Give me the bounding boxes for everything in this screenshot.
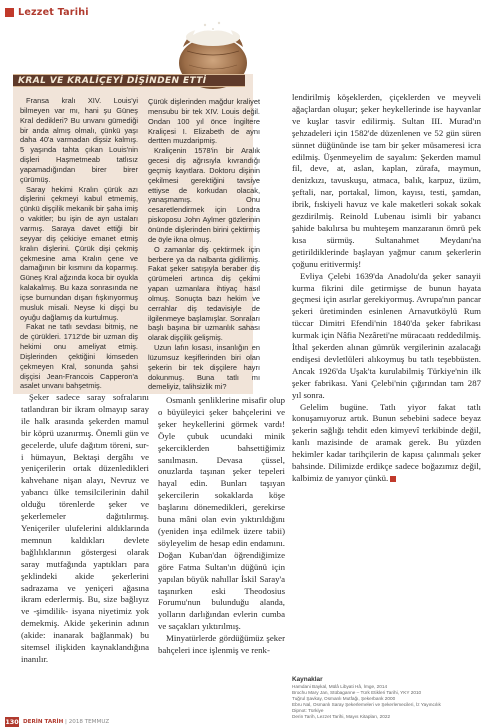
- article-paragraph-text: Gelelim bugüne. Tatlı yiyor fakat tatlı konuşamıyoruz artık. Bunun sebebini sadece beyaz şekerin sağlığı tehdit eden kimyevî terkibinde değil, kanlı mazisinde de aramak gerek. Bu yüzden hekimler kadar tarihçilerin de kapısı çalınmalı şeker bahsinde. Dilimizde erdikçe sadece boğazımız değil, kalbimiz de yanıyor çünkü.: [292, 401, 481, 483]
- magazine-info: DERİN TARİH | 2018 TEMMUZ: [23, 719, 110, 725]
- article-column-left: [21, 392, 149, 666]
- page-number: 130: [5, 718, 19, 726]
- article-column-right: [292, 92, 481, 485]
- end-of-article-icon: [390, 476, 396, 482]
- page-footer: [0, 713, 491, 728]
- article-paragraph: Şeker sadece saray sofralarını tatlandıran bir ikram olmayıp saray ile halk arasında şekerden mamul bir köprü uzanırmış. Önemli gün ve gecelerde, ulufe dağıtım töreni, sur-i hümayun, Bektaşi dergâhı ve yeniçerilerin ortak düzenledikleri kahvehane nişan alayı, Nevruz ve yabancı ülke temsilcilerinin dahil olduğu törenlerde şeker ve şekerlemeler dağıtılırmış. Yeniçeriler ulufelerini aldıklarında memnun kaldıkları devlete bağlılıklarının göstergesi olarak saray mutfağında yaptıkları para şeklindeki akide şekerlerini sadrazama ve yeniçeri ağasına ikram ederlermiş. Bu, size bağlıyız ve -şimdilik- isyana niyetimiz yok demekmiş. Akide şekerinin adının (akide: inanarak bağlanmak) bu sitemsel ilişkiden kaynaklandığına inanılır.: [21, 392, 149, 664]
- box-column-right: [148, 97, 260, 392]
- magazine-issue: 2018 TEMMUZ: [68, 719, 110, 725]
- box-paragraph: Saray hekimi Kralın çürük azı dişlerini çekmeyi kabul etmemiş, çünkü dişçilik mekanik bir şaha imiş o vakitler; bu işin de ayrı ustaları varmış. Saraya davet ettiği bir seyyar diş çekiciye emanet etmiş kralın dişlerini. Çürük dişi çekmiş çekmesine ama Kralın çene ve damağının bir kısmını da koparmış. Güneş Kral ağzında koca bir oyukla kalakalmış. Bu kaza sonrasında ne içse burnundan dışarı fışkırıyormuş musluk misali. Neyse ki dişçi bu oyuğu dağlamış da kurtulmuş.: [20, 184, 138, 322]
- box-paragraph: Çürük dişlerinden mağdur kraliyet mensubu bir tek XIV. Louis değil. Ondan 100 yıl önce İngiltere Kraliçesi I. Elizabeth de aynı dertten muzdaripmiş.: [148, 97, 260, 146]
- box-paragraph: Uzun lafın kısası, insanlığın en lüzumsuz keşiflerinden biri olan şekerin bir tek dişçilere hayrı dokunmuş. Buna tatlı mı demeliyiz, talihsizlik mi?: [148, 343, 260, 392]
- source-line: Ebru Nal, Osmanlı Saray Şekerlemeleri ve Şekerlemecileri, İz Yayıncılık: [292, 701, 441, 707]
- article-paragraph: lendirilmiş köşeklerden, çiçeklerden ve meyveli ağaçlardan oluşur; şeker heykellerinde ise hayvanlar ve kuşlar tasvir edilirmiş. Sultan III. Murad'ın şehzadeleri için 1582'de düzenlenen ve 52 gün süren sünnet düğününde ise tam bir şeker müsameresi icra edilmiş. Üşenmeyelim de sayalım: Şekerden mamul fil, deve, at, aslan, kaplan, zürafa, maymun, denizkızı, tavuskuşu, atmaca, balık, karpuz, üzüm, şeftali, nar, portakal, limon, kayısı, testi, şamdan, ibrik, fıskiyeli havuz ve kale maketleri sokak sokak gezdirilmiş. Reinold Lubenau isimli bir yabancı şahide bakılırsa bu muhteşem manzaranın ömrü pek kısa sürmüş. Sultanahmet Meydanı'na getirildiklerinde başlayan yağmur canım şekerlerin çoğunu eritivermiş!: [292, 92, 481, 269]
- section-marker-icon: [5, 8, 14, 17]
- box-paragraph: O zamanlar diş çektirmek için berbere ya da nalbanta gidilirmiş. Fakat şeker satışıyla beraber diş çürümeleri artınca diş çekimi yapan uzmanlara ihtiyaç hasıl olmuş. Sonuçta bazı hekim ve cerrahlar diş tedavisiyle de ilgilenmeye başlamışlar. Sonraları başlı başına bir uzmanlık sahası olarak dişçilik gelişmiş.: [148, 244, 260, 343]
- article-paragraph: Minyatürlerde gördüğümüz şeker bahçeleri ince işlenmiş ve renk-: [158, 633, 285, 656]
- article-paragraph: [292, 402, 481, 485]
- source-line: Hamdani Baykal, Mülâ Libyati Hâ, İmge, 2014: [292, 684, 388, 689]
- source-line: Brochu Mary Jan, Stübaganne – Türk Etikleri Tarihi, YKY 2010: [292, 689, 422, 695]
- box-paragraph: Kraliçenin 1578'in bir Aralık gecesi diş ağrısıyla kıvrandığı geçmiş kayıtlara. Doktoru dişinin çekilmesi gerektiğini tavsiye ettiyse de korkudan olacak, yanaşmamış. Onu cesaretlendirmek için Londra piskoposu John Aylmer gözlerinin önünde dişlerinden birini çektirmiş de öyle ikna olmuş.: [148, 146, 260, 244]
- article-paragraph: Evliya Çelebi 1639'da Anadolu'da şeker sanayii kurma fikrini dile getirmişse de bunun hayata geçmesi için asırlar gerekiyormuş. Avrupa'nın pancar şekeri üretiminden esinlenen Arnavutköylü Rum tüccar Dimitri Efendi'nin 1840'da şeker fabrikası kurmak için Nâfia Nezâreti'ne müracaatı reddedilmiş. İthal şekerden alınan gümrük vergilerinin azalacağı endişesi devletlüleri alıkoymuş bu tatlı teşebbüsten. Ancak 1926'da Uşak'ta kurulabilmiş Türkiye'nin ilk şeker fabrikası. Yani Çelebi'nin çığırından tam 287 yıl sonra.: [292, 270, 481, 400]
- box-title: KRAL VE KRALİÇEYİ DİŞİNDEN ETTİ: [18, 76, 207, 86]
- section-header: [5, 5, 89, 19]
- article-paragraph: Osmanlı şenliklerine misafir olup o büyüleyici şeker bahçelerini ve şeker heykellerini görmek vardı! Öyle çubuk ucundaki minik şekerciklerden bahsettiğimiz sanılmasın. Devasa çüssel, onuzlarda taşınan şeker tepeleri hayal edin. Bunları taşıyan şekercilerin sokaklarda köşe başlarını dönemedikleri, gerekirse buna mâni olan evin yıktırıldığını (yeniden inşa edilmek üzere tabii) söyleyelim de hesap edin endamını. Doğan Kuban'dan öğrendiğimize göre Fatma Sultan'ın düğünü için yapılan büyük nahıllar İskil Saray'a taşınırken eski Theodosius Forumu'nun bulunduğu alanda, yolların darlığından evlerin cumba ve saçakları yıktırılmış.: [158, 395, 285, 632]
- box-title-banner: [13, 74, 245, 87]
- source-line: Tuğrul Şavkay, Osmanlı Mutfağı, Şekerbank 2000: [292, 695, 396, 701]
- sources-heading: Kaynaklar: [292, 676, 323, 683]
- sources-block: [292, 676, 481, 719]
- box-column-left: [20, 96, 138, 391]
- article-column-middle: [158, 395, 285, 657]
- source-line: Derin Tarih, Lezzet Tarihi, Mayıs Kitapları, 2022: [292, 713, 391, 719]
- box-paragraph: Fakat ne tatlı sevdası bitmiş, ne de çürükleri. 1712'de bir uzman diş hekimi onu ameliyat etmiş. Dişlerinden çektiğini kimseden çekmeyen Kral, sonunda şahsi dişçisi Jean-Francois Capperon'a asalet unvanı bahşetmiş.: [20, 322, 138, 391]
- box-paragraph: Fransa kralı XIV. Louis'yi bilmeyen var mı, hani şu Güneş Kral dedikleri? Bu unvanı gümediği bir anda almış olmalı, çünkü yaşı daha 40'a varmadan dişsiz kalmış. 5 yaşında tahta çıkan Louis'nin dişleri Haşmetmeab tatlısız yapamadığından birer birer çürümüş.: [20, 96, 138, 184]
- section-title: Lezzet Tarihi: [18, 6, 89, 18]
- magazine-name: DERİN TARİH: [23, 719, 64, 725]
- source-line: Dipnot: Türkiye: [292, 707, 324, 713]
